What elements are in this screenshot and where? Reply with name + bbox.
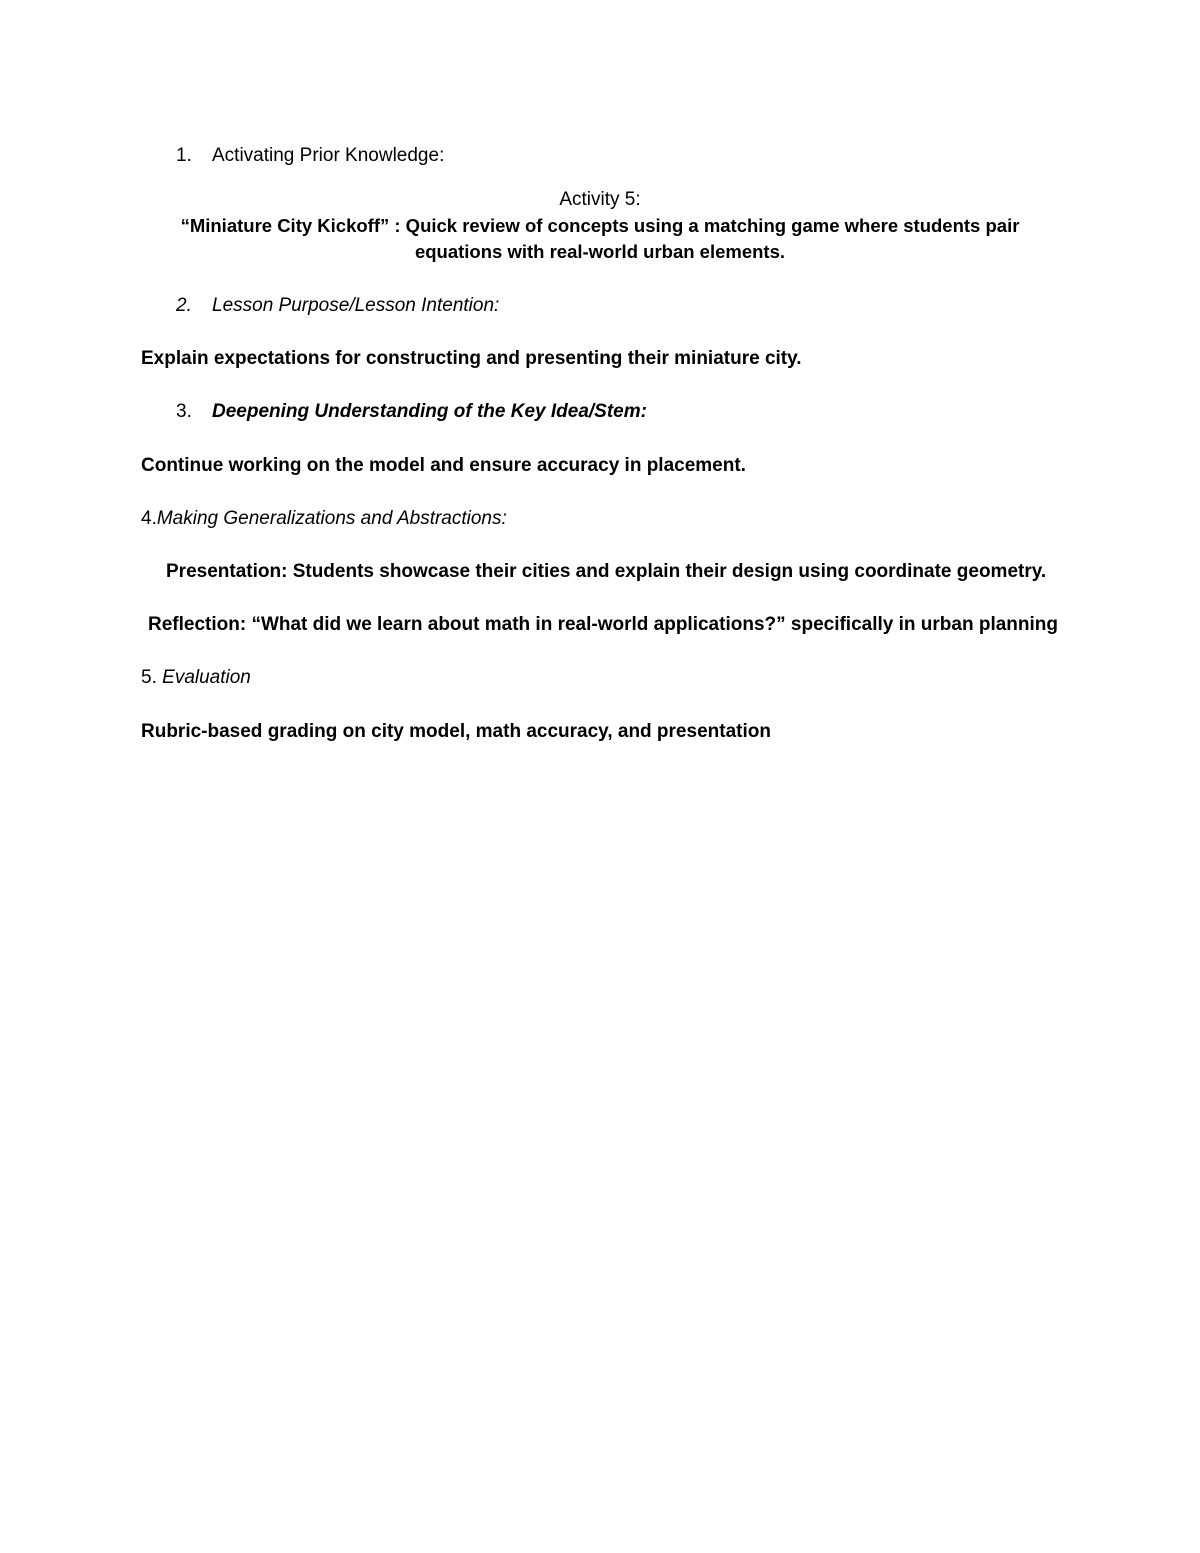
section-1-number: 1.	[176, 145, 192, 166]
section-1-title: Activating Prior Knowledge:	[212, 145, 445, 166]
section-2-body: Explain expectations for constructing and presenting their miniature city.	[141, 348, 802, 369]
section-4-heading	[141, 506, 507, 532]
activity-description-line-1: “Miniature City Kickoff” : Quick review of concepts using a matching game where students pair	[180, 215, 1020, 236]
section-5-heading	[141, 665, 251, 691]
section-4-presentation: Presentation: Students showcase their cities and explain their design using coordinate geometry.	[166, 561, 1047, 582]
section-3-heading	[176, 399, 647, 425]
section-4-title: Making Generalizations and Abstractions:	[156, 508, 507, 529]
section-5-title: Evaluation	[162, 667, 251, 688]
section-3-number: 3.	[176, 401, 192, 422]
section-3-body: Continue working on the model and ensure accuracy in placement.	[141, 455, 746, 476]
section-2-number: 2.	[176, 295, 192, 316]
section-5-body: Rubric-based grading on city model, math accuracy, and presentation	[141, 721, 771, 742]
section-2-title: Lesson Purpose/Lesson Intention:	[212, 295, 500, 316]
section-1-heading	[176, 143, 444, 169]
section-2-heading	[176, 293, 499, 319]
section-3-title: Deepening Understanding of the Key Idea/Stem:	[212, 401, 647, 422]
activity-title: Activity 5:	[559, 189, 641, 210]
section-4-number: 4.	[141, 508, 157, 529]
section-4-reflection: Reflection: “What did we learn about math in real-world applications?” specifically in urban planning	[148, 614, 1058, 635]
activity-description-line-2: equations with real-world urban elements.	[414, 241, 786, 262]
section-5-number: 5.	[141, 667, 157, 688]
